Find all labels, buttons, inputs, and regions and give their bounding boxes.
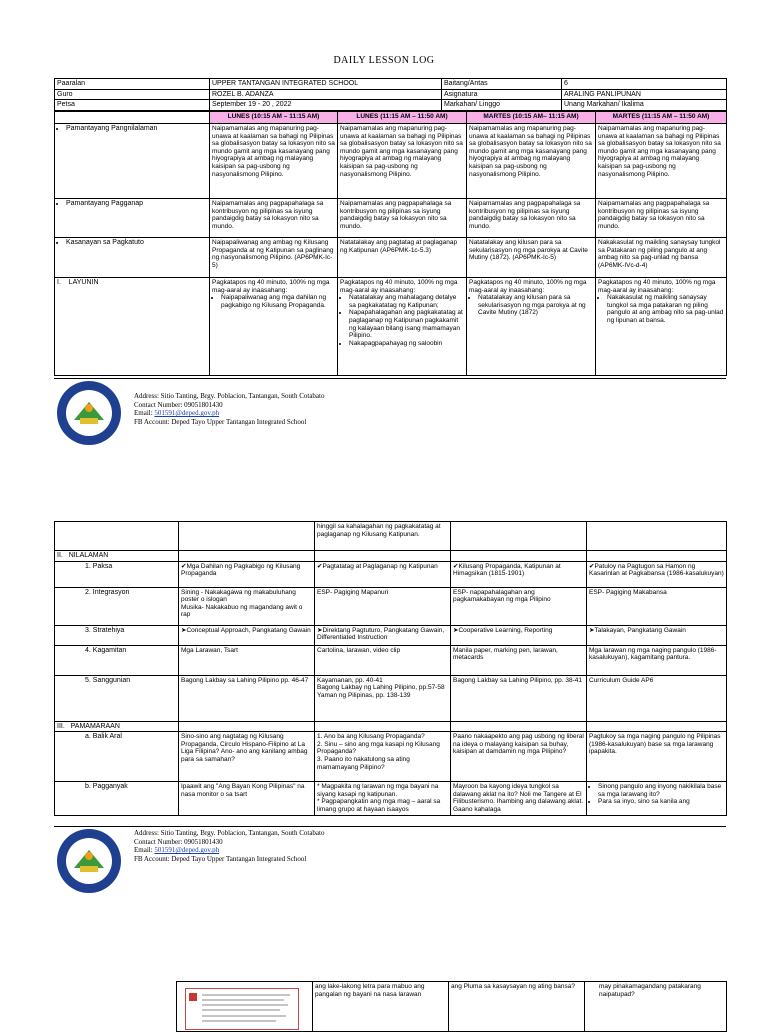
content-cell: ➤ Talakayan, Pangkatang Gawain [587, 625, 727, 645]
content-cell: ang Pluma sa kasaysayan ng ating bansa? [449, 982, 585, 1032]
row-label: • Pamantayang Pagganap [55, 199, 210, 238]
footer-contact: Contact Number: 09051801430 [134, 837, 223, 846]
row-label: I. LAYUNIN [55, 278, 210, 376]
content-cell: ➤ Direktang Pagtuturo, Pangkatang Gawain, Differentiated Instruction [315, 625, 451, 645]
content-cell: may pinakamagandang patakarang naipatupad? [585, 982, 727, 1032]
blank-cell [587, 522, 727, 551]
content-cell: Kayamanan, pp. 40-41 Bagong Lakbay ng Lahing Pilipino, pp.57-58 Yaman ng Pilipinas, pp. 138-139 [315, 675, 451, 721]
image-cell [177, 982, 313, 1032]
content-cell: ✔ Mga Dahilan ng Pagkabigo ng Kilusang Propaganda [179, 561, 315, 587]
content-cell: ESP- Pagiging Makabansa [587, 587, 727, 625]
school-seal [56, 380, 122, 446]
section-label: II. NILALAMAN [55, 551, 179, 562]
email-link[interactable]: 501591@deped.gov.ph [154, 846, 220, 855]
content-cell: Bagong Lakbay sa Lahing Pilipino, pp. 38-41 [451, 675, 587, 721]
blank-cell [587, 721, 727, 732]
content-cell: ➤ Cooperative Learning, Reporting [451, 625, 587, 645]
content-cell: ✔ Pagtatatag at Paglaganap ng Katipunan [315, 561, 451, 587]
content-cell: ➤ Conceptual Approach, Pangkatang Gawain [179, 625, 315, 645]
content-cell: Naipamamalas ang mapanuring pag-unawa at kaalaman sa bahagi ng Pilipinas sa globalisasyon batay sa lokasyon nito sa mundo gamit ang mga kasanayang pang hiyograpiya at ambag ng malayang kaisipan sa pag-usbong ng nasyonalismong Pilipino. [210, 124, 338, 199]
content-cell: Pagkatapos ng 40 minuto, 100% ng mga mag-aaral ay inaasahang: • Natatalakay ang kilusan para sa sekularisasyon ng mga parokya at ng Cavite Mutiny (1872) [467, 278, 596, 376]
content-cell: Natatalakay ang pagtatag at paglaganap ng Katipunan (AP6PMK-1c-5.3) [338, 238, 467, 278]
guro-label: Guro [55, 89, 210, 100]
content-cell: Naipamamalas ang pagpapahalaga sa kontribusyon ng pilipinas sa isyung pandaigdig batay sa lokasyon nito sa mundo. [338, 199, 467, 238]
content-cell: Mayroon ba kayong ideya tungkol sa dalawang aklat na ito? Noli me Tangere at El Filibusterismo. Ihambing ang dalawang aklat. Gaano kahalaga [451, 782, 587, 816]
content-cell: Naipamamalas ang pagpapahalaga sa kontribusyon ng pilipinas sa isyung pandaigdig batay sa lokasyon nito sa mundo. [467, 199, 596, 238]
blank-cell [451, 551, 587, 562]
email-link[interactable]: 501591@deped.gov.ph [154, 409, 220, 418]
row-label: • Pamantayang Pangnilalaman [55, 124, 210, 199]
markahan-value: Unang Markahan/ Ikalima [562, 100, 727, 111]
blank-cell [451, 721, 587, 732]
blank-cell [179, 551, 315, 562]
day-header: MARTES (10:15 AM– 11:15 AM) [467, 112, 596, 124]
content-cell: ESP- Pagiging Mapanuri [315, 587, 451, 625]
content-cell: Sining - Nakakagawa ng makabuluhang poster o islogan Musika- Nakakabuo ng magandang awit o rap [179, 587, 315, 625]
content-cell: Curriculum Guide AP6 [587, 675, 727, 721]
paaralan-label: Paaralan [55, 79, 210, 90]
footer-contact: Contact Number: 09051801430 [134, 400, 223, 409]
blank-cell [315, 721, 451, 732]
content-cell: 1. Ano ba ang Kilusang Propaganda? 2. Sinu – sino ang mga kasapi ng Kilusang Propaganda? 3. Paano ito nakatulong sa ating mamamayang Pilipino? [315, 732, 451, 782]
blank-cell [179, 522, 315, 551]
paaralan-value: UPPER TANTANGAN INTEGRATED SCHOOL [210, 79, 442, 90]
content-cell: Naipamamalas ang mapanuring pag-unawa at kaalaman sa bahagi ng Pilipinas sa globalisasyon batay sa lokasyon nito sa mundo gamit ang mga kasanayang pang hiyograpiya at ambag ng malayang kaisipan sa pag-usbong ng nasyonalismong Pilipino. [338, 124, 467, 199]
footer-fb: FB Account: Deped Tayo Upper Tantangan Integrated School [134, 417, 307, 426]
content-cell: Pagkatapos ng 40 minuto, 100% ng mga mag-aaral ay inaasahang: • Naipapaliwanag ang mga dahilan ng pagkabigo ng Kilusang Propaganda. [210, 278, 338, 376]
footer-fb: FB Account: Deped Tayo Upper Tantangan Integrated School [134, 854, 307, 863]
content-cell: ang lake-lakong letra para mabuo ang pangalan ng bayani na nasa larawan [313, 982, 449, 1032]
section-label: III. PAMAMARAAN [55, 721, 179, 732]
asignatura-value: ARALING PANLIPUNAN [562, 89, 727, 100]
petsa-value: September 19 - 20 , 2022 [210, 100, 442, 111]
content-cell: ✔ Patuloy na Pagtugon sa Hamon ng Kasarinlan at Pagkabansa (1986-kasalukuyan) [587, 561, 727, 587]
day-header: LUNES (10:15 AM – 11:15 AM) [210, 112, 338, 124]
row-label: b. Pagganyak [55, 782, 179, 816]
content-cell: Bagong Lakbay sa Lahing Pilipino pp. 46-47 [179, 675, 315, 721]
content-cell: Pagkatapos ng 40 minuto, 100% ng mga mag-aaral ay inaasahang: • Natatalakay ang mahalagang detalye sa pagkakatatag ng Katipunan; • Napapahalagahan ang pagkakatatag at paglaganap ng Katipunan pagkakamit ng kalayaan bilang isang mamamayan Pilipino. • Nakapagpapahayag ng saloobin [338, 278, 467, 376]
content-cell: Sino-sino ang nagtatag ng Kilusang Propaganda, Circulo Hispano-Filipino at La Liga Filipina? Ano- ano ang kanilang ambag para sa samahan? [179, 732, 315, 782]
content-cell: Pagtukoy sa mga naging pangulo ng Pilipinas (1986-kasalukuyan) base sa mga larawang ipapakita. [587, 732, 727, 782]
content-cell: hinggil sa kahalagahan ng pagkakatatag at paglaganap ng Kilusang Katipunan. [315, 522, 451, 551]
content-cell [587, 782, 727, 816]
page-rule [54, 378, 726, 379]
content-cell: Naipamamalas ang mapanuring pag-unawa at kaalaman sa bahagi ng Pilipinas sa globalisasyon batay sa lokasyon nito sa mundo gamit ang mga kasanayang pang hiyograpiya at ambag ng malayang kaisipan sa pag-usbong ng nasyonalismong Pilipino. [596, 124, 727, 199]
content-cell: * Magpakita ng larawan ng mga bayani na siyang kasapi ng katipunan. * Pagpapangkatin ang mga mag – aaral sa limang grupo at hayaan isaayos [315, 782, 451, 816]
content-cell: Naipapaliwanag ang ambag ng Kilusang Propaganda at ng Katipunan sa paglinang ng nasyonalismong Pilipino. (AP6PMK-Ic-5) [210, 238, 338, 278]
lesson-table-page2 [54, 521, 727, 816]
page-rule [54, 826, 726, 827]
row-label: 2. Integrasyon [55, 587, 179, 625]
footer-email-label: Email: [134, 409, 155, 418]
day-header: LUNES (11:15 AM – 11:50 AM) [338, 112, 467, 124]
row-label: • Kasanayan sa Pagkatuto [55, 238, 210, 278]
lesson-table-page3 [176, 981, 727, 1032]
content-cell: ✔ Kilusang Propaganda, Katipunan at Himagsikan (1815-1901) [451, 561, 587, 587]
list-item: • Sinong pangulo ang inyong nakikilala base sa mga larawang ito? [598, 783, 724, 798]
footer-info [134, 392, 324, 426]
blank-cell [179, 721, 315, 732]
header-table [54, 78, 727, 111]
content-cell: Manila paper, marking pen, larawan, metacards [451, 645, 587, 675]
row-label: 5. Sanggunian [55, 675, 179, 721]
content-cell: ESP- napapahalagahan ang pagkamakabayan ng mga Pilipino [451, 587, 587, 625]
day-header: MARTES (11:15 AM – 11:50 AM) [596, 112, 727, 124]
baitang-label: Baitang/Antas [442, 79, 562, 90]
list-item: • Para sa inyo, sino sa kanila ang [598, 798, 724, 806]
row-label: 1. Paksa [55, 561, 179, 587]
markahan-label: Markahan/ Linggo [442, 100, 562, 111]
content-cell: Natatalakay ang kilusan para sa sekularisasyon ng mga parokya at Cavite Mutiny (1872). (AP6PMK-Ic-5) [467, 238, 596, 278]
content-cell: Paano nakaapekto ang pag usbong ng liberal na ideya o malayang kaisipan sa buhay, kaisipan at damdamin ng mga Pilipino? [451, 732, 587, 782]
content-cell: Mga larawan ng mga naging pangulo (1986-kasalukuyan), kagamitang pantura. [587, 645, 727, 675]
asignatura-label: Asignatura [442, 89, 562, 100]
content-cell: Naipamamalas ang mapanuring pag-unawa at kaalaman sa bahagi ng Pilipinas sa globalisasyon batay sa lokasyon nito sa mundo gamit ang mga kasanayang pang hiyograpiya at ambag ng malayang kaisipan sa pag-usbong ng nasyonalismong Pilipino. [467, 124, 596, 199]
lesson-table-page1 [54, 111, 727, 376]
blank-cell [55, 522, 179, 551]
footer-address: Address: Sitio Tanting, Brgy. Poblacion, Tantangan, South Cotabato [134, 829, 325, 837]
blank-cell [315, 551, 451, 562]
footer-address: Address: Sitio Tanting, Brgy. Poblacion, Tantangan, South Cotabato [134, 392, 325, 400]
blank-cell [451, 522, 587, 551]
blank-cell [55, 112, 210, 124]
content-cell: Nakakasulat ng maikling sanaysay tungkol sa Patakaran ng piling pangulo at ang ambag nito sa pag-unlad ng bansa (AP6MK-IVc-d-4) [596, 238, 727, 278]
guro-value: ROZEL B. ADANZA [210, 89, 442, 100]
footer-info [134, 829, 324, 863]
content-cell: Ipaawit ang "Ang Bayan Kong Pilipinas" na nasa monitor o sa tsart [179, 782, 315, 816]
school-seal [56, 828, 122, 894]
document-title: DAILY LESSON LOG [333, 55, 435, 66]
content-cell: Naipamamalas ang pagpapahalaga sa kontribusyon ng pilipinas sa isyung pandaigdig batay sa lokasyon nito sa mundo. [596, 199, 727, 238]
content-cell: Pagkatapos ng 40 minuto, 100% ng mga mag-aaral ay inaasahang: • Nakakasulat ng maikling sanaysay tungkol sa mga patakaran ng piling pangulo at ang ambag nito sa pag-unlad ng lipunan at bansa. [596, 278, 727, 376]
row-label: 3. Stratehiya [55, 625, 179, 645]
baitang-value: 6 [562, 79, 727, 90]
content-cell: Mga Larawan, Tsart [179, 645, 315, 675]
blank-cell [587, 551, 727, 562]
footer-email-label: Email: [134, 846, 155, 855]
content-cell: Cartolina, larawan, video clip [315, 645, 451, 675]
content-cell: Naipamamalas ang pagpapahalaga sa kontribusyon ng pilipinas sa isyung pandaigdig batay sa lokasyon nito sa mundo. [210, 199, 338, 238]
petsa-label: Petsa [55, 100, 210, 111]
row-label: a. Balik Aral [55, 732, 179, 782]
pagganyak-list [589, 783, 724, 806]
row-label: 4. Kagamitan [55, 645, 179, 675]
